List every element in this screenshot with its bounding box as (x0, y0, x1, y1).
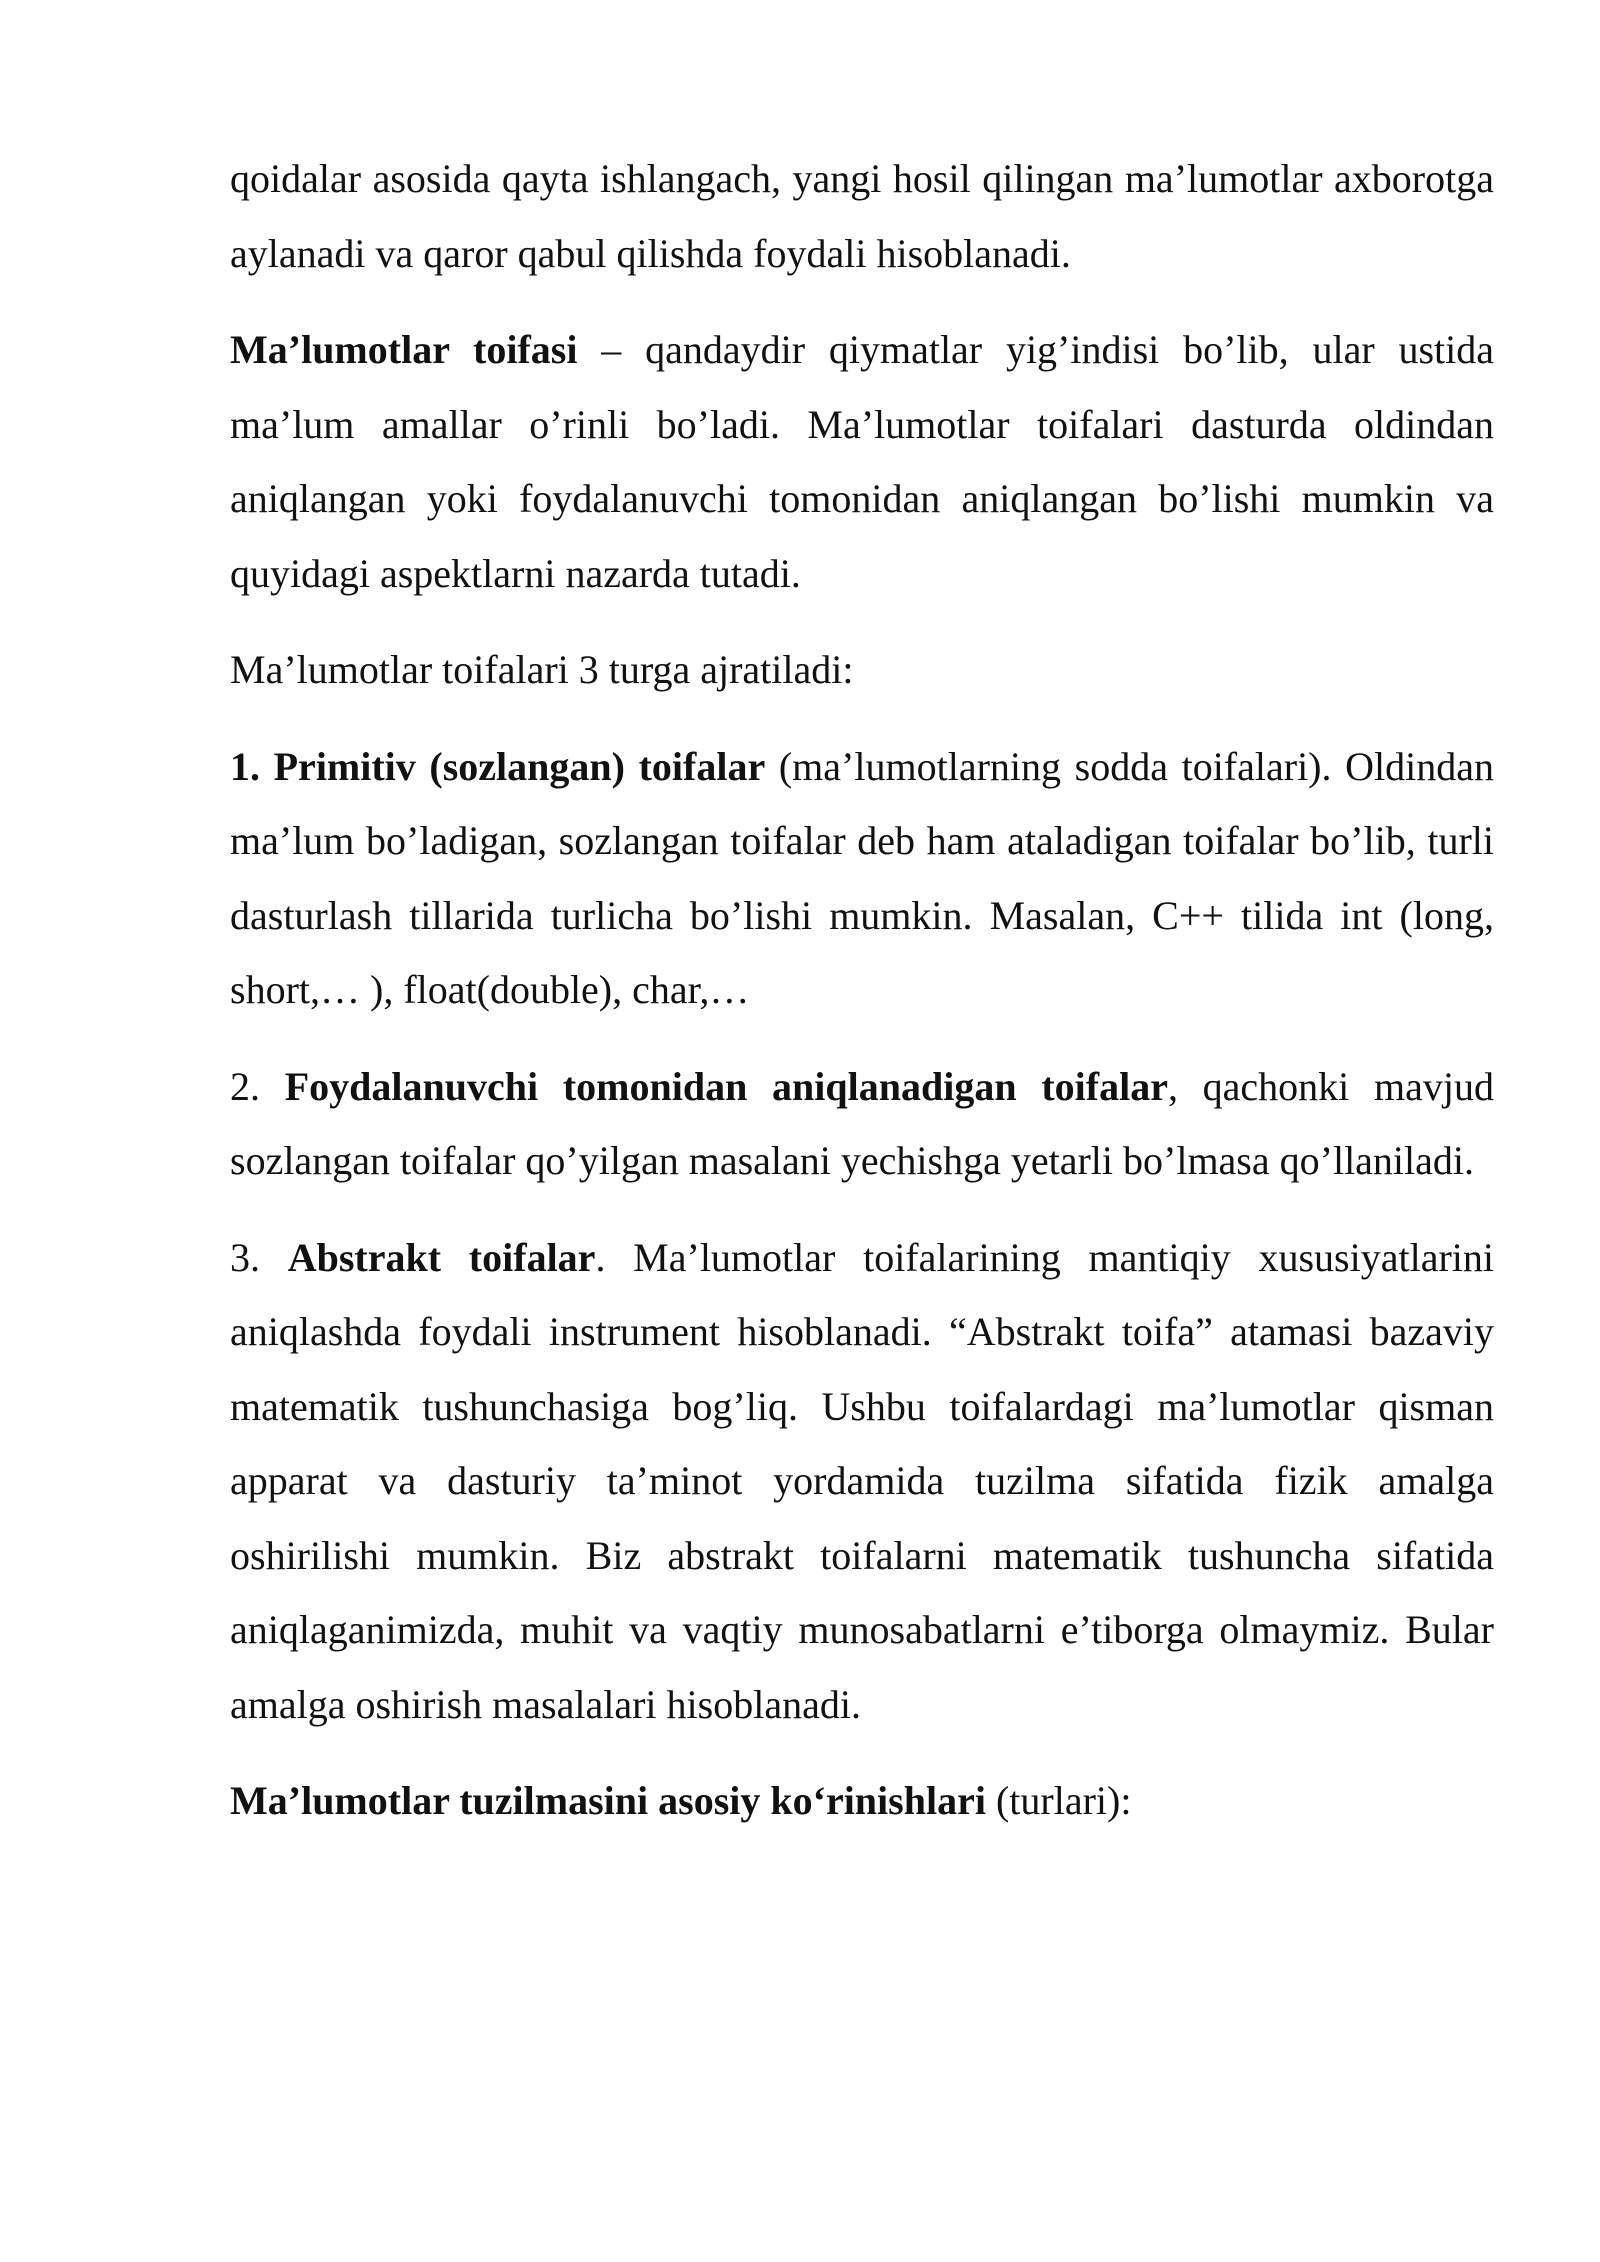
term-primitive-types: 1. Primitiv (sozlangan) toifalar (230, 743, 766, 789)
list-number: 2. (230, 1063, 285, 1109)
paragraph-types-count (230, 633, 1494, 708)
document-page (230, 142, 1494, 1839)
paragraph-text: (turlari): (985, 1778, 1132, 1823)
paragraph-text: qoidalar asosida qayta ishlangach, yangi hosil qilingan ma’lumotlar axborotga aylanadi va qaror qabul qilishda foydali hisoblanadi. (230, 156, 1494, 276)
paragraph-text: . Ma’lumotlar toifalarining mantiqiy xususiyatlarini aniqlashda foydali instrument hisoblanadi. “Abstrakt toifa” atamasi bazaviy matematik tushunchasiga bog’liq. Ushbu toifalardagi ma’lumotlar qisman apparat va dasturiy ta’minot yordamida tuzilma sifatida fizik amalga oshirilishi mumkin. Biz abstrakt toifalarni matematik tushuncha sifatida aniqlaganimizda, muhit va vaqtiy munosabatlarni e’tiborga olmaymiz. Bular amalga oshirish masalalari hisoblanadi. (230, 1234, 1494, 1727)
paragraph-text: Ma’lumotlar toifalari 3 turga ajratiladi: (230, 647, 854, 692)
paragraph-structure-views-heading (230, 1764, 1494, 1839)
term-data-type: Ma’lumotlar toifasi (230, 327, 578, 372)
paragraph-user-defined-types (230, 1050, 1494, 1199)
list-number: 3. (230, 1234, 288, 1280)
paragraph-text: , qachonki mavjud sozlangan toifalar qo’yilgan masalani yechishga yetarli bo’lmasa qo’llaniladi. (230, 1063, 1494, 1183)
term-user-defined-types: Foydalanuvchi tomonidan aniqlanadigan toifalar (284, 1063, 1168, 1109)
paragraph-intro (230, 142, 1494, 291)
term-abstract-types: Abstrakt toifalar (287, 1234, 596, 1280)
paragraph-data-type-definition (230, 313, 1494, 611)
paragraph-text: (ma’lumotlarning sodda toifalari). Oldindan ma’lum bo’ladigan, sozlangan toifalar deb ham ataladigan toifalar bo’lib, turli dasturlash tillarida turlicha bo’lishi mumkin. Masalan, C++ tilida int (long, short,… ), float(double), char,… (230, 743, 1494, 1012)
paragraph-primitive-types (230, 730, 1494, 1028)
paragraph-text: – qandaydir qiymatlar yig’indisi bo’lib, ular ustida ma’lum amallar o’rinli bo’ladi. Ma’lumotlar toifalari dasturda oldindan aniqlangan yoki foydalanuvchi tomonidan aniqlangan bo’lishi mumkin va quyidagi aspektlarni nazarda tutadi. (230, 327, 1494, 596)
term-structure-views: Ma’lumotlar tuzilmasini asosiy ko‘rinishlari (230, 1778, 986, 1823)
paragraph-abstract-types (230, 1221, 1494, 1743)
